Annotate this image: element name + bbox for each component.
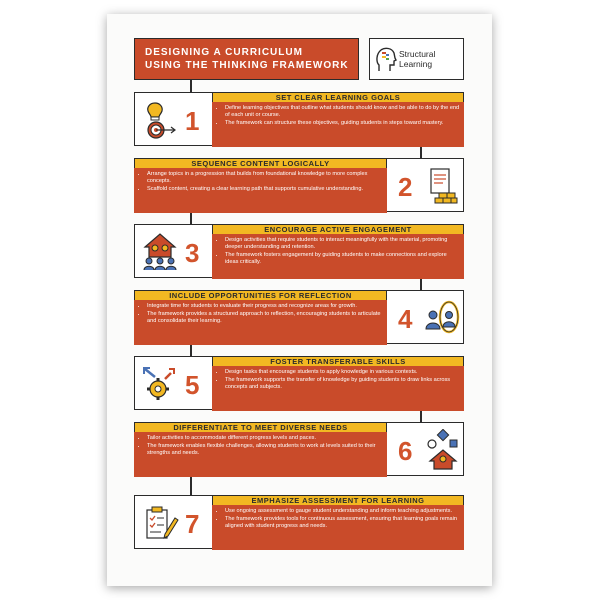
section-number: 2 [398, 172, 413, 202]
section-title: ENCOURAGE ACTIVE ENGAGEMENT [212, 224, 464, 235]
section-3 [134, 224, 464, 278]
bullet: • The framework supports the transfer of knowledge by guiding students to draw links across concepts and subjects. [225, 377, 460, 391]
page-title [134, 38, 359, 80]
section-body [134, 432, 387, 477]
bullet: • Define learning objectives that outline what students should know and be able to do by the end of each unit or course. [225, 105, 460, 119]
connector [190, 80, 192, 92]
section-number: 4 [398, 304, 413, 334]
title-line-1: DESIGNING A CURRICULUM [145, 47, 303, 58]
section-body [212, 102, 464, 147]
gear-arrows-icon [141, 365, 179, 403]
connector [190, 212, 192, 224]
checklist-pencil-icon [141, 504, 179, 542]
bullet: • Arrange topics in a progression that builds from foundational knowledge to more complex concepts. [147, 171, 383, 185]
logo-line-2: Learning [399, 59, 433, 69]
section-title: FOSTER TRANSFERABLE SKILLS [212, 356, 464, 367]
section-title: DIFFERENTIATE TO MEET DIVERSE NEEDS [134, 422, 387, 433]
bullet: • Tailor activities to accommodate different progress levels and paces. [147, 435, 383, 442]
section-title: INCLUDE OPPORTUNITIES FOR REFLECTION [134, 290, 387, 301]
bullet: • Integrate time for students to evaluate their progress and recognize areas for growth. [147, 303, 383, 310]
logo-line-1: Structural [399, 49, 436, 59]
connector [420, 146, 422, 158]
section-4 [134, 290, 464, 344]
bullet: • Use ongoing assessment to gauge student understanding and inform teaching adjustments. [225, 508, 460, 515]
section-number: 5 [185, 370, 200, 400]
section-number: 3 [185, 238, 200, 268]
connector [420, 278, 422, 290]
section-1 [134, 92, 464, 146]
section-title: SET CLEAR LEARNING GOALS [212, 92, 464, 103]
shapes-person-icon [425, 429, 461, 471]
bullet: • The framework fosters engagement by guiding students to make connections and explore ideas critically. [225, 252, 460, 266]
connector [190, 344, 192, 356]
section-body [134, 300, 387, 345]
section-number: 7 [185, 509, 200, 539]
bullet: • The framework provides tools for continuous assessment, ensuring that learning goals remain aligned with student progress and needs. [225, 516, 460, 530]
section-title: EMPHASIZE ASSESSMENT FOR LEARNING [212, 495, 464, 506]
bullet: • Design tasks that encourage students to apply knowledge in various contexts. [225, 369, 460, 376]
head-logo-icon [375, 45, 397, 73]
bullet: • Scaffold content, creating a clear learning path that supports cumulative understanding. [147, 186, 383, 193]
document-blocks-icon [425, 167, 459, 205]
section-5 [134, 356, 464, 410]
section-number: 6 [398, 436, 413, 466]
section-body [212, 234, 464, 279]
bullet: • Design activities that require students to interact meaningfully with the material, promoting deeper understanding and retention. [225, 237, 460, 251]
section-7 [134, 495, 464, 549]
section-body [212, 366, 464, 411]
section-2 [134, 158, 464, 212]
section-title: SEQUENCE CONTENT LOGICALLY [134, 158, 387, 169]
section-6 [134, 422, 464, 476]
connector [420, 410, 422, 422]
group-house-icon [141, 231, 179, 271]
logo-text [399, 49, 435, 69]
section-body [212, 505, 464, 550]
target-lightbulb-icon [141, 101, 177, 139]
title-line-2: USING THE THINKING FRAMEWORK [145, 60, 349, 71]
structural-learning-logo [369, 38, 464, 80]
section-body [134, 168, 387, 213]
connector [190, 476, 192, 495]
mirror-people-icon [423, 299, 461, 337]
bullet: • The framework can structure these objectives, guiding students in steps toward mastery. [225, 120, 460, 127]
section-number: 1 [185, 106, 200, 136]
bullet: • The framework enables flexible challenges, allowing students to work at levels suited to their strengths and needs. [147, 443, 383, 457]
bullet: • The framework provides a structured approach to reflection, encouraging students to articulate and consolidate their learning. [147, 311, 383, 325]
